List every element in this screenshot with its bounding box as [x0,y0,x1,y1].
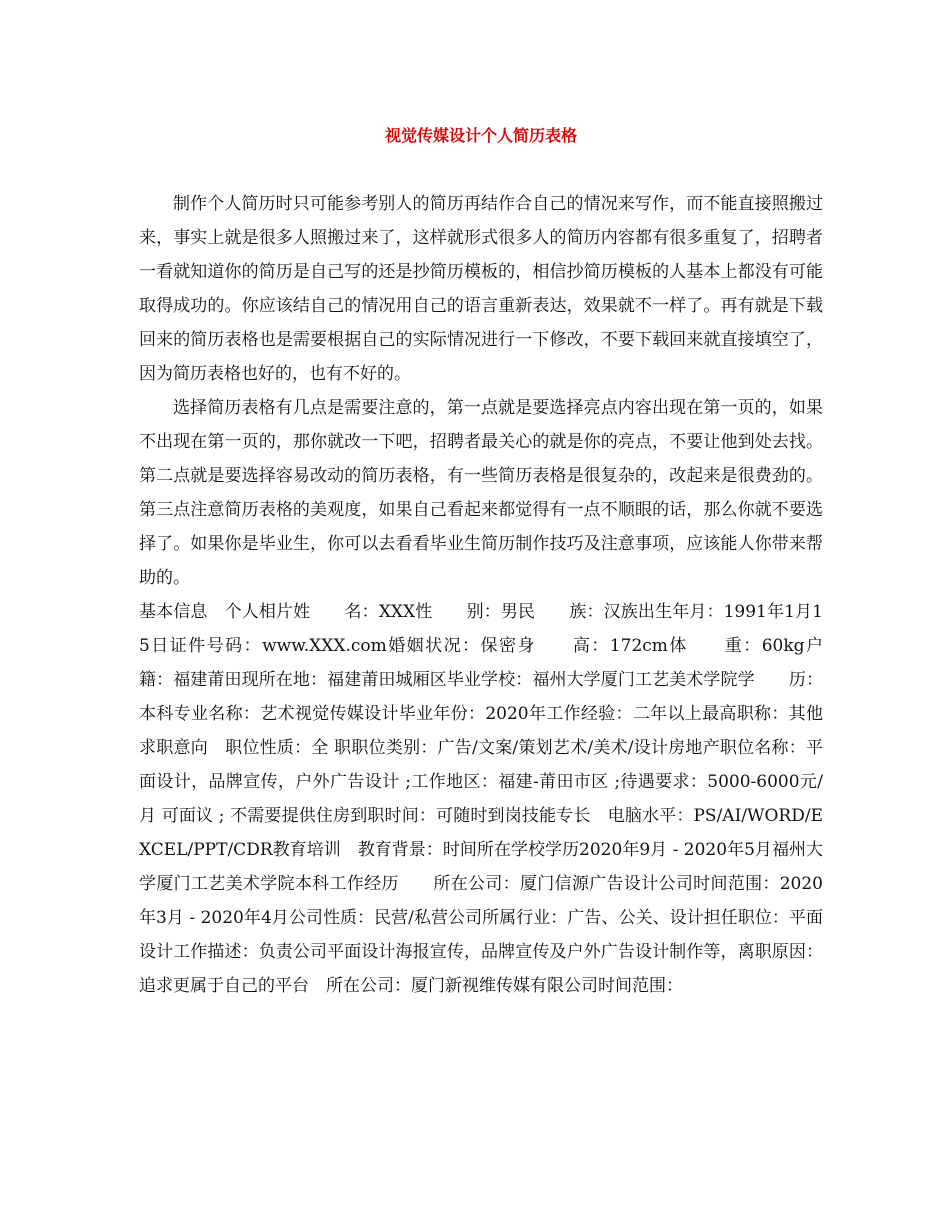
resume-info-block: 基本信息 个人相片姓 名：XXX性 别：男民 族：汉族出生年月：1991年1月15日证件号码：www.XXX.com婚姻状况：保密身 高：172cm体 重：60kg户 籍：福建莆田现所在地：福建莆田城厢区毕业学校：福州大学厦门工艺美术学院学 历：本科专业名称：艺术视觉传媒设计毕业年份：2020年工作经验：二年以上最高职称：其他求职意向 职位性质：全 职职位类别：广告/文案/策划艺术/美术/设计房地产职位名称：平面设计，品牌宣传，户外广告设计 ;工作地区：福建-莆田市区 ;待遇要求：5000-6000元/月 可面议 ; 不需要提供住房到职时间：可随时到岗技能专长 电脑水平：PS/AI/WORD/EXCEL/PPT/CDR教育培训 教育背景：时间所在学校学历2020年9月 - 2020年5月福州大学厦门工艺美术学院本科工作经历 所在公司：厦门信源广告设计公司时间范围：2020年3月 - 2020年4月公司性质：民营/私营公司所属行业：广告、公关、设计担任职位：平面设计工作描述：负责公司平面设计海报宣传，品牌宣传及户外广告设计制作等，离职原因：追求更属于自己的平台 所在公司：厦门新视维传媒有限公司时间范围： [139,602,857,996]
intro-paragraph: 制作个人简历时只可能参考别人的简历再结作合自己的情况来写作，而不能直接照搬过来，事实上就是很多人照搬过来了，这样就形式很多人的简历内容都有很多重复了，招聘者一看就知道你的简历是自己写的还是抄简历模板的，相信抄简历模板的人基本上都没有可能取得成功的。你应该结自己的情况用自己的语言重新表达，效果就不一样了。再有就是下载回来的简历表格也是需要根据自己的实际情况进行一下修改，不要下载回来就直接填空了，因为简历表格也好的，也有不好的。 [139,194,823,384]
selection-tips-paragraph: 选择简历表格有几点是需要注意的，第一点就是要选择亮点内容出现在第一页的，如果不出现在第一页的，那你就改一下吧，招聘者最关心的就是你的亮点，不要让他到处去找。第二点就是要选择容易改动的简历表格，有一些简历表格是很复杂的，改起来是很费劲的。第三点注意简历表格的美观度，如果自己看起来都觉得有一点不顺眼的话，那么你就不要选择了。如果你是毕业生，你可以去看看毕业生简历制作技巧及注意事项，应该能人你带来帮助的。 [139,398,823,588]
document-title: 视觉传媒设计个人简历表格 [384,126,577,145]
document-page [139,120,857,1003]
